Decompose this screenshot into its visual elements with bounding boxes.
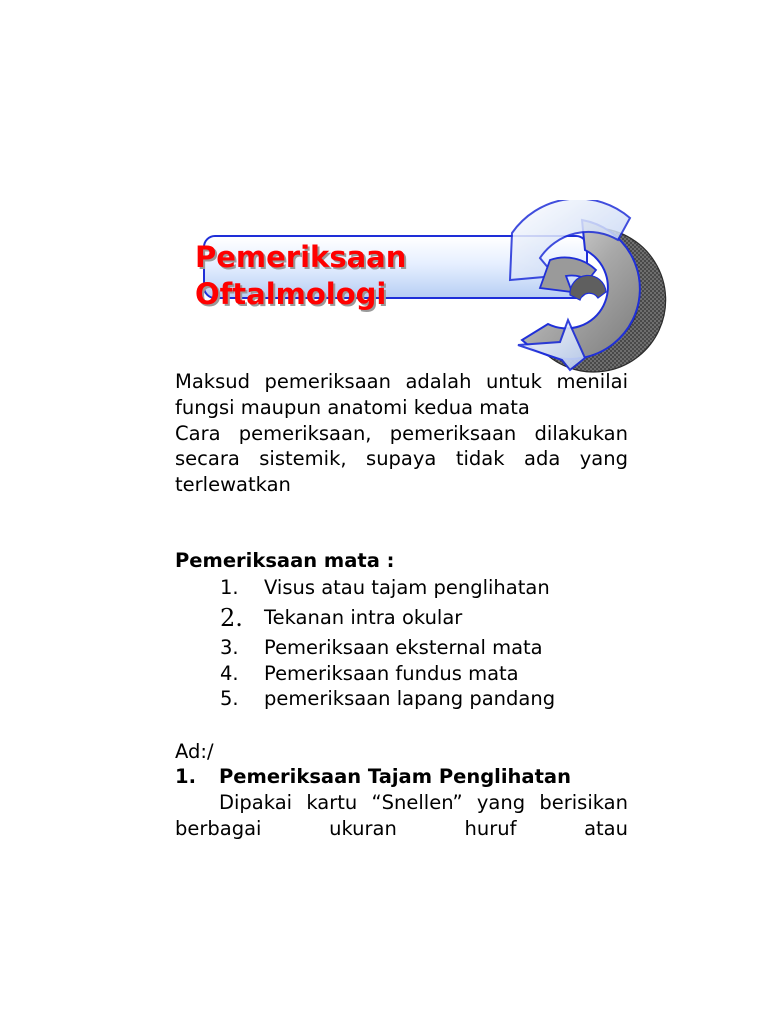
ad-label: Ad:/ <box>175 740 214 763</box>
list-item-label: Visus atau tajam penglihatan <box>264 576 550 599</box>
list-item-number: 2. <box>220 603 243 632</box>
list-item-number: 4. <box>220 661 239 685</box>
title-line-2: Oftalmologi <box>195 277 387 311</box>
list-item-number: 5. <box>220 687 239 711</box>
subsection-title: Pemeriksaan Tajam Penglihatan <box>219 765 571 788</box>
list-item-label: pemeriksaan lapang pandang <box>264 687 556 711</box>
subsection-paragraph <box>175 790 628 842</box>
list-item-label: Tekanan intra okular <box>264 605 463 629</box>
intro-paragraph-1: Maksud pemeriksaan adalah untuk menilai fungsi maupun anatomi kedua mata <box>175 370 628 419</box>
subsection-paragraph-text: Dipakai kartu “Snellen” yang berisikan berbagai ukuran huruf atau <box>175 791 628 840</box>
page-title <box>195 239 406 313</box>
list-item-number: 1. <box>220 576 239 599</box>
list-item-label: Pemeriksaan eksternal mata <box>264 635 543 659</box>
list-item-label: Pemeriksaan fundus mata <box>264 661 519 685</box>
subsection-number: 1. <box>175 765 196 788</box>
list-item-number: 3. <box>220 635 239 659</box>
intro-paragraph-2: Cara pemeriksaan, pemeriksaan dilakukan secara sistemik, supaya tidak ada yang terlewatkan <box>175 421 628 497</box>
title-line-1: Pemeriksaan <box>195 240 407 274</box>
exam-section-heading: Pemeriksaan mata : <box>175 549 395 572</box>
subsection-heading <box>175 764 571 790</box>
intro-text <box>175 369 628 498</box>
